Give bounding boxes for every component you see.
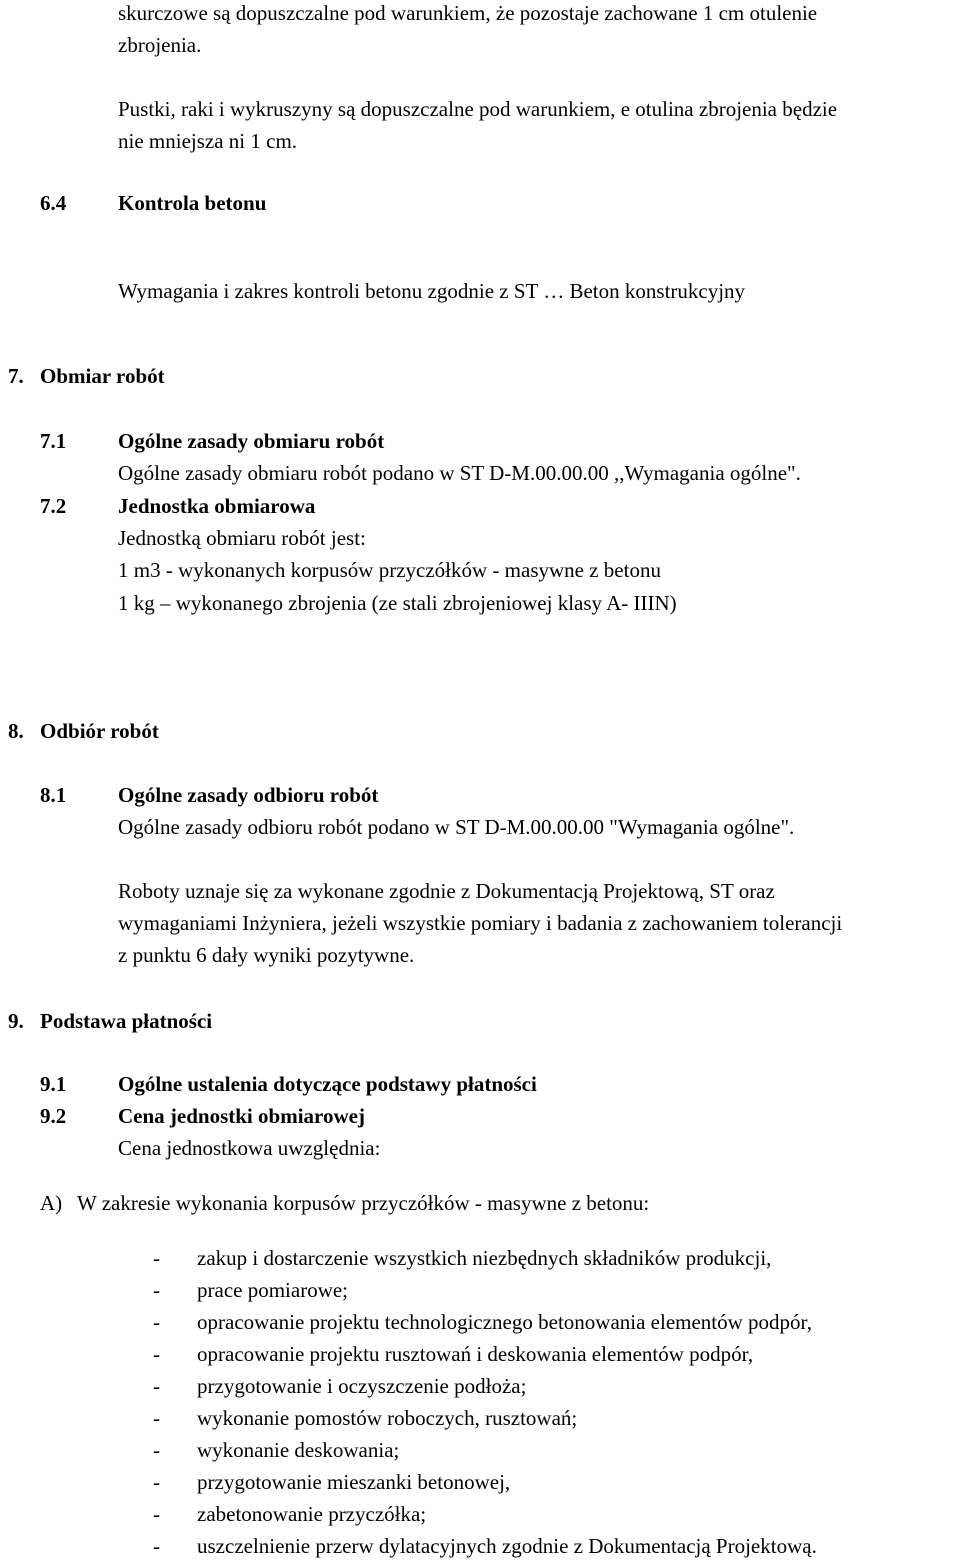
list-item: przygotowanie i oczyszczenie podłoża;	[197, 1374, 527, 1398]
body-text-line: Pustki, raki i wykruszyny są dopuszczalne pod warunkiem, e otulina zbrojenia będzie	[118, 97, 838, 121]
body-text-line: skurczowe są dopuszczalne pod warunkiem, że pozostaje zachowane 1 cm otulenie	[118, 1, 818, 25]
chapter-heading: Podstawa płatności	[40, 1009, 213, 1033]
section-number: 9.2	[40, 1104, 67, 1128]
body-text-line: W zakresie wykonania korpusów przyczółków - masywne z betonu:	[77, 1191, 650, 1215]
body-text-line: Wymagania i zakres kontroli betonu zgodnie z ST … Beton konstrukcyjny	[118, 279, 746, 303]
list-item: zakup i dostarczenie wszystkich niezbędnych składników produkcji,	[197, 1246, 772, 1270]
list-item: wykonanie deskowania;	[197, 1438, 400, 1462]
section-number: 7.1	[40, 429, 67, 453]
list-dash: -	[153, 1310, 160, 1334]
list-dash: -	[153, 1374, 160, 1398]
chapter-number: 7.	[8, 364, 24, 388]
body-text-line: wymaganiami Inżyniera, jeżeli wszystkie pomiary i badania z zachowaniem tolerancji	[118, 911, 843, 935]
section-number: 9.1	[40, 1072, 67, 1096]
body-text-line: zbrojenia.	[118, 33, 202, 57]
list-item: wykonanie pomostów roboczych, rusztowań;	[197, 1406, 578, 1430]
body-text-line: 1 kg – wykonanego zbrojenia (ze stali zbrojeniowej klasy A- IIIN)	[118, 591, 677, 615]
body-text-line: Roboty uznaje się za wykonane zgodnie z Dokumentacją Projektową, ST oraz	[118, 879, 775, 903]
list-dash: -	[153, 1406, 160, 1430]
section-number: 6.4	[40, 191, 67, 215]
list-dash: -	[153, 1278, 160, 1302]
list-item: uszczelnienie przerw dylatacyjnych zgodnie z Dokumentacją Projektową.	[197, 1534, 817, 1558]
section-heading: Cena jednostki obmiarowej	[118, 1104, 365, 1128]
body-text-line: z punktu 6 dały wyniki pozytywne.	[118, 943, 415, 967]
chapter-number: 9.	[8, 1009, 24, 1033]
list-dash: -	[153, 1502, 160, 1526]
list-dash: -	[153, 1246, 160, 1270]
list-item: przygotowanie mieszanki betonowej,	[197, 1470, 511, 1494]
list-dash: -	[153, 1470, 160, 1494]
body-text-line: Jednostką obmiaru robót jest:	[118, 526, 366, 550]
section-number: 8.1	[40, 783, 67, 807]
body-text-line: Ogólne zasady obmiaru robót podano w ST D-M.00.00.00 ,,Wymagania ogólne".	[118, 461, 801, 485]
list-item: opracowanie projektu technologicznego betonowania elementów podpór,	[197, 1310, 812, 1334]
section-heading: Ogólne zasady odbioru robót	[118, 783, 379, 807]
list-item: opracowanie projektu rusztowań i deskowania elementów podpór,	[197, 1342, 754, 1366]
chapter-heading: Obmiar robót	[40, 364, 165, 388]
list-item: zabetonowanie przyczółka;	[197, 1502, 427, 1526]
chapter-number: 8.	[8, 719, 24, 743]
section-heading: Kontrola betonu	[118, 191, 267, 215]
section-heading: Jednostka obmiarowa	[118, 494, 316, 518]
list-dash: -	[153, 1534, 160, 1558]
body-text-line: Ogólne zasady odbioru robót podano w ST D-M.00.00.00 "Wymagania ogólne".	[118, 815, 795, 839]
section-number: 7.2	[40, 494, 67, 518]
body-text-line: nie mniejsza ni 1 cm.	[118, 129, 298, 153]
list-dash: -	[153, 1438, 160, 1462]
list-dash: -	[153, 1342, 160, 1366]
section-heading: Ogólne zasady obmiaru robót	[118, 429, 385, 453]
section-heading: Ogólne ustalenia dotyczące podstawy płatności	[118, 1072, 537, 1096]
body-text-line: Cena jednostkowa uwzględnia:	[118, 1136, 381, 1160]
body-text-line: 1 m3 - wykonanych korpusów przyczółków - masywne z betonu	[118, 558, 661, 582]
chapter-heading: Odbiór robót	[40, 719, 159, 743]
list-item: prace pomiarowe;	[197, 1278, 349, 1302]
list-label: A)	[40, 1191, 63, 1215]
